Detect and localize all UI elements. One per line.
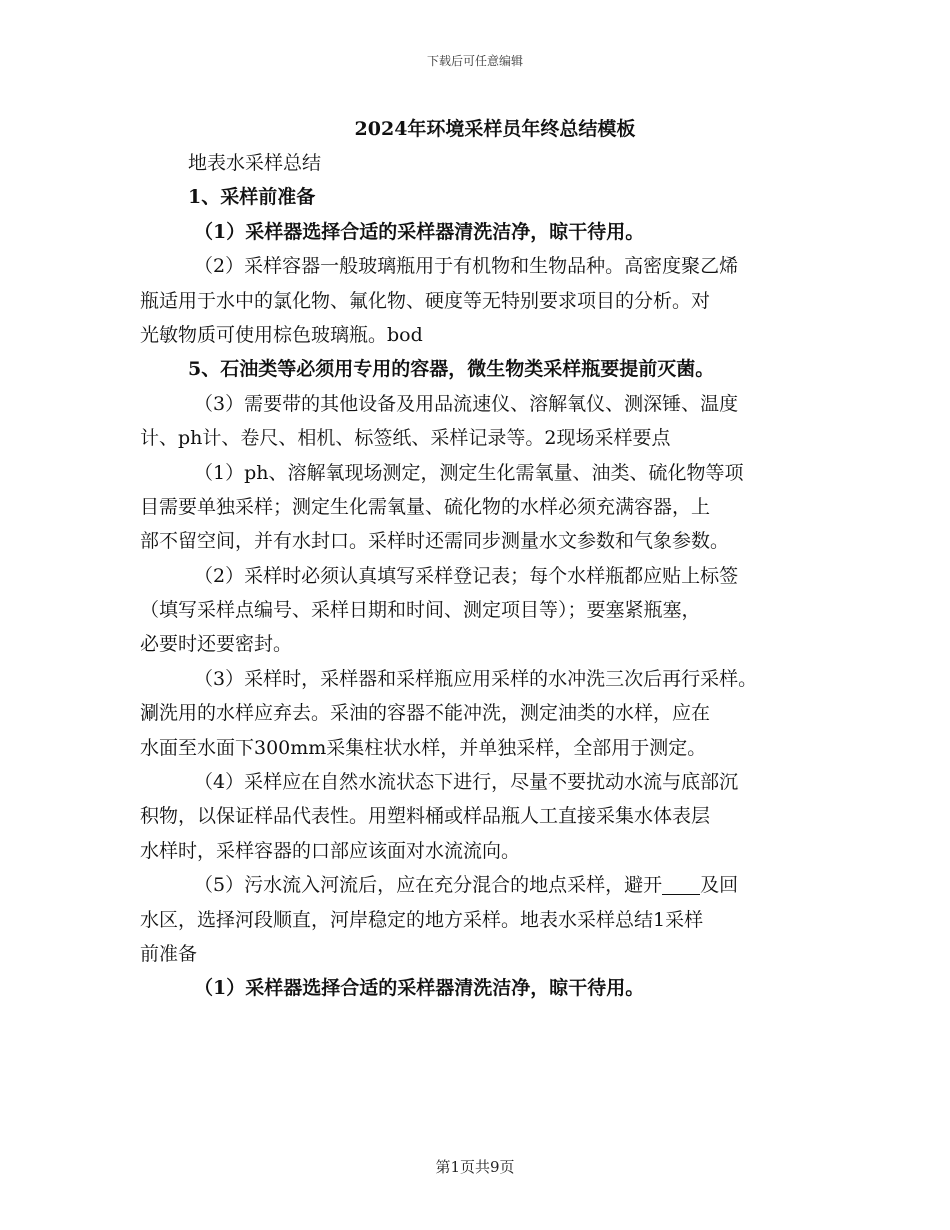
paragraph-line [140,284,820,318]
paragraph-line [140,903,820,937]
line-text: 1、采样前准备 [188,186,316,209]
line-text: 水面至水面下300mm采集柱状水样，并单独采样，全部用于测定。 [140,736,707,759]
line-text: （1）ph、溶解氧现场测定，测定生化需氧量、油类、硫化物等项 [194,461,744,484]
line-text: 水区，选择河段顺直，河岸稳定的地方采样。地表水采样总结1采样 [140,908,704,931]
paragraph-line [140,456,820,490]
paragraph-line [140,215,820,249]
line-text: 光敏物质可使用棕色玻璃瓶。bod [140,323,423,346]
paragraph-line [140,868,820,902]
paragraph-line [140,971,820,1005]
paragraph-line [140,696,820,730]
paragraph-line [140,490,820,524]
paragraph-line [140,180,820,214]
document-title: 2024年环境采样员年终总结模板 [354,118,636,140]
paragraph-line [140,937,820,971]
paragraph-line [140,731,820,765]
paragraph-line [140,318,820,352]
paragraph-line [140,421,820,455]
paragraph-line [140,387,820,421]
line-text: 瓶适用于水中的氯化物、氟化物、硬度等无特别要求项目的分析。对 [140,289,711,312]
line-text: 涮洗用的水样应弃去。采油的容器不能冲洗，测定油类的水样，应在 [140,702,711,725]
line-text: 地表水采样总结 [188,152,322,174]
line-text: （3）采样时，采样器和采样瓶应用采样的水冲洗三次后再行采样。 [194,667,758,690]
paragraph-line [140,627,820,661]
fill-in-blank [662,872,700,895]
line-text: 必要时还要密封。 [140,633,293,656]
line-text: 部不留空间，并有水封口。采样时还需同步测量水文参数和气象参数。 [140,530,730,553]
paragraph-line [140,524,820,558]
paragraph-line [140,559,820,593]
line-text: （填写采样点编号、采样日期和时间、测定项目等）；要塞紧瓶塞， [140,599,701,622]
line-text: （5）污水流入河流后，应在充分混合的地点采样，避开 [194,874,663,897]
paragraph-line [140,799,820,833]
line-text: （1）采样器选择合适的采样器清洗洁净，晾干待用。 [194,220,645,243]
paragraph-line [140,352,820,386]
page-header-note: 下载后可任意编辑 [426,54,523,68]
line-text: 水样时，采样容器的口部应该面对水流流向。 [140,839,521,862]
line-text: （3）需要带的其他设备及用品流速仪、溶解氧仪、测深锤、温度 [194,392,739,415]
line-text: （1）采样器选择合适的采样器清洗洁净，晾干待用。 [194,977,645,1000]
paragraph-line [140,249,820,283]
paragraph-line [140,593,820,627]
paragraph-line [140,146,820,180]
page-footer-number: 第1页共9页 [435,1158,515,1176]
paragraph-line [140,834,820,868]
line-text: （2）采样容器一般玻璃瓶用于有机物和生物品种。高密度聚乙烯 [194,255,739,278]
line-text: 前准备 [140,942,198,965]
document-body [140,146,820,1006]
line-text: 积物，以保证样品代表性。用塑料桶或样品瓶人工直接采集水体表层 [140,805,711,828]
line-text: （2）采样时必须认真填写采样登记表；每个水样瓶都应贴上标签 [194,564,739,587]
line-text: （4）采样应在自然水流状态下进行，尽量不要扰动水流与底部沉 [194,771,739,794]
paragraph-line [140,765,820,799]
line-text: 计、ph计、卷尺、相机、标签纸、采样记录等。2现场采样要点 [140,427,671,450]
paragraph-line [140,662,820,696]
line-text: 5、石油类等必须用专用的容器，微生物类采样瓶要提前灭菌。 [188,358,715,381]
line-text-after-blank: 及回 [700,874,739,897]
line-text: 目需要单独采样；测定生化需氧量、硫化物的水样必须充满容器，上 [140,495,711,518]
